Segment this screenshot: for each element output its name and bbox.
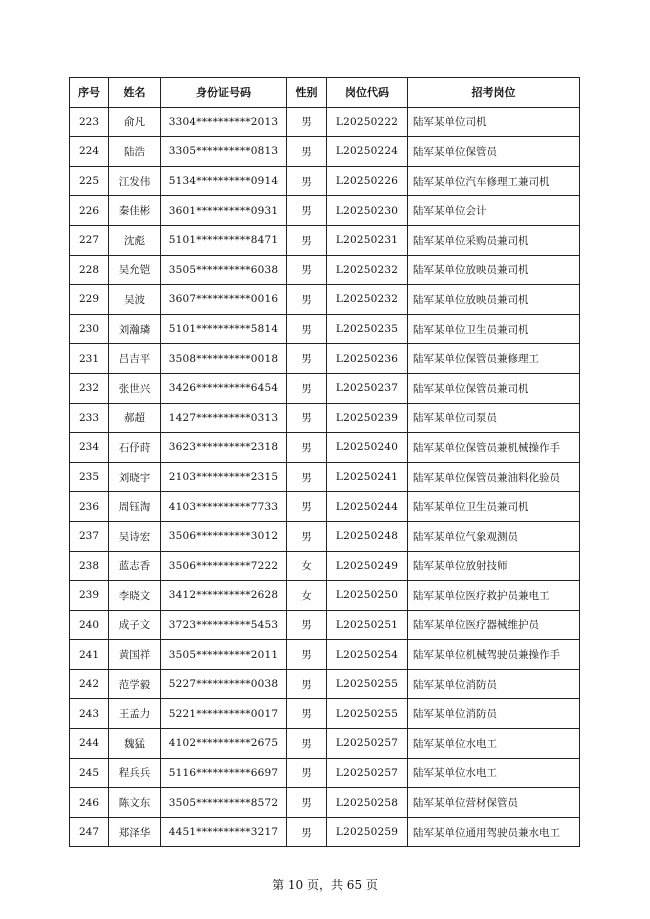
cell-post: 陆军某单位消防员 [408,669,580,699]
cell-id-number: 3601**********0931 [161,196,287,226]
cell-id-number: 3607**********0016 [161,285,287,315]
cell-name: 吕吉平 [109,344,161,374]
cell-name: 周钰淘 [109,492,161,522]
cell-post: 陆军某单位气象观测员 [408,521,580,551]
cell-post: 陆军某单位保管员兼修理工 [408,344,580,374]
cell-post: 陆军某单位医疗救护员兼电工 [408,581,580,611]
cell-id-number: 3508**********0018 [161,344,287,374]
cell-seq: 241 [70,640,109,670]
cell-id-number: 3304**********2013 [161,107,287,137]
cell-name: 陈文东 [109,788,161,818]
table-body [70,107,580,847]
table-header-row [70,78,580,108]
cell-post-code: L20250251 [327,610,408,640]
cell-id-number: 5116**********6697 [161,758,287,788]
cell-gender: 男 [287,817,327,847]
table-row [70,581,580,611]
header-id-number: 身份证号码 [161,78,287,108]
cell-seq: 237 [70,521,109,551]
table-row [70,255,580,285]
cell-post: 陆军某单位放映员兼司机 [408,255,580,285]
cell-post: 陆军某单位放射技师 [408,551,580,581]
table-row [70,107,580,137]
cell-post-code: L20250240 [327,433,408,463]
cell-name: 王孟力 [109,699,161,729]
cell-post: 陆军某单位水电工 [408,729,580,759]
table-row [70,433,580,463]
cell-post: 陆军某单位医疗器械维护员 [408,610,580,640]
table-row [70,225,580,255]
cell-post: 陆军某单位放映员兼司机 [408,285,580,315]
table-row [70,166,580,196]
cell-seq: 224 [70,137,109,167]
cell-gender: 男 [287,788,327,818]
cell-id-number: 3505**********2011 [161,640,287,670]
cell-gender: 男 [287,196,327,226]
cell-name: 沈彪 [109,225,161,255]
cell-gender: 男 [287,373,327,403]
page-footer: 第 10 页，共 65 页 [272,878,378,892]
cell-id-number: 3505**********6038 [161,255,287,285]
cell-seq: 235 [70,462,109,492]
table-row [70,729,580,759]
cell-name: 俞凡 [109,107,161,137]
cell-gender: 男 [287,758,327,788]
cell-gender: 男 [287,107,327,137]
cell-post: 陆军某单位司泵员 [408,403,580,433]
cell-seq: 232 [70,373,109,403]
cell-seq: 229 [70,285,109,315]
cell-seq: 242 [70,669,109,699]
cell-post-code: L20250232 [327,285,408,315]
cell-gender: 男 [287,166,327,196]
cell-post: 陆军某单位司机 [408,107,580,137]
cell-seq: 228 [70,255,109,285]
cell-seq: 246 [70,788,109,818]
header-post-code: 岗位代码 [327,78,408,108]
cell-gender: 男 [287,225,327,255]
cell-post-code: L20250257 [327,729,408,759]
cell-id-number: 5101**********5814 [161,314,287,344]
cell-post: 陆军某单位营材保管员 [408,788,580,818]
header-post: 招考岗位 [408,78,580,108]
cell-seq: 243 [70,699,109,729]
cell-post: 陆军某单位通用驾驶员兼水电工 [408,817,580,847]
table-row [70,462,580,492]
cell-id-number: 3412**********2628 [161,581,287,611]
cell-gender: 男 [287,669,327,699]
cell-name: 吴诗宏 [109,521,161,551]
cell-post-code: L20250257 [327,758,408,788]
cell-name: 张世兴 [109,373,161,403]
cell-id-number: 3506**********3012 [161,521,287,551]
cell-post-code: L20250236 [327,344,408,374]
cell-seq: 225 [70,166,109,196]
cell-name: 郝超 [109,403,161,433]
cell-gender: 男 [287,699,327,729]
cell-gender: 男 [287,462,327,492]
cell-seq: 234 [70,433,109,463]
cell-id-number: 3623**********2318 [161,433,287,463]
cell-seq: 245 [70,758,109,788]
cell-id-number: 1427**********0313 [161,403,287,433]
table-row [70,403,580,433]
cell-gender: 男 [287,640,327,670]
cell-post-code: L20250241 [327,462,408,492]
cell-seq: 226 [70,196,109,226]
cell-name: 程兵兵 [109,758,161,788]
cell-seq: 227 [70,225,109,255]
cell-name: 范学毅 [109,669,161,699]
table-row [70,551,580,581]
cell-post-code: L20250248 [327,521,408,551]
cell-gender: 男 [287,137,327,167]
table-row [70,610,580,640]
cell-post-code: L20250224 [327,137,408,167]
cell-gender: 男 [287,344,327,374]
cell-name: 蓝志香 [109,551,161,581]
cell-id-number: 4451**********3217 [161,817,287,847]
cell-post-code: L20250255 [327,669,408,699]
cell-post: 陆军某单位水电工 [408,758,580,788]
cell-seq: 223 [70,107,109,137]
cell-id-number: 2103**********2315 [161,462,287,492]
cell-post-code: L20250254 [327,640,408,670]
cell-post: 陆军某单位保管员兼油料化验员 [408,462,580,492]
cell-id-number: 3723**********5453 [161,610,287,640]
cell-id-number: 3305**********0813 [161,137,287,167]
cell-gender: 男 [287,521,327,551]
cell-gender: 男 [287,729,327,759]
cell-post-code: L20250244 [327,492,408,522]
cell-id-number: 4103**********7733 [161,492,287,522]
table-row [70,314,580,344]
cell-seq: 244 [70,729,109,759]
cell-gender: 男 [287,492,327,522]
cell-post-code: L20250232 [327,255,408,285]
cell-post: 陆军某单位汽车修理工兼司机 [408,166,580,196]
cell-seq: 247 [70,817,109,847]
cell-name: 郑泽华 [109,817,161,847]
table-row [70,817,580,847]
cell-post-code: L20250259 [327,817,408,847]
table-row [70,492,580,522]
cell-post-code: L20250230 [327,196,408,226]
header-name: 姓名 [109,78,161,108]
cell-post-code: L20250237 [327,373,408,403]
cell-post: 陆军某单位机械驾驶员兼操作手 [408,640,580,670]
cell-post: 陆军某单位保管员 [408,137,580,167]
cell-seq: 233 [70,403,109,433]
cell-seq: 231 [70,344,109,374]
cell-id-number: 3506**********7222 [161,551,287,581]
registration-table [69,77,580,847]
cell-gender: 男 [287,403,327,433]
cell-post: 陆军某单位卫生员兼司机 [408,492,580,522]
table-row [70,758,580,788]
table-row [70,285,580,315]
table-row [70,137,580,167]
cell-seq: 230 [70,314,109,344]
cell-gender: 男 [287,433,327,463]
cell-post-code: L20250231 [327,225,408,255]
cell-post: 陆军某单位保管员兼司机 [408,373,580,403]
cell-gender: 女 [287,551,327,581]
cell-name: 魏猛 [109,729,161,759]
table-row [70,699,580,729]
cell-name: 陆浩 [109,137,161,167]
cell-name: 吴允铠 [109,255,161,285]
cell-post: 陆军某单位消防员 [408,699,580,729]
cell-name: 秦佳彬 [109,196,161,226]
cell-name: 成子文 [109,610,161,640]
cell-name: 刘瀚璘 [109,314,161,344]
cell-id-number: 3426**********6454 [161,373,287,403]
cell-gender: 男 [287,314,327,344]
cell-post: 陆军某单位采购员兼司机 [408,225,580,255]
cell-gender: 男 [287,610,327,640]
cell-post-code: L20250250 [327,581,408,611]
cell-post-code: L20250249 [327,551,408,581]
cell-gender: 女 [287,581,327,611]
cell-gender: 男 [287,285,327,315]
cell-seq: 236 [70,492,109,522]
cell-name: 吴波 [109,285,161,315]
cell-post: 陆军某单位会计 [408,196,580,226]
cell-name: 黄国祥 [109,640,161,670]
cell-id-number: 5101**********8471 [161,225,287,255]
header-gender: 性别 [287,78,327,108]
cell-post-code: L20250226 [327,166,408,196]
cell-gender: 男 [287,255,327,285]
table-row [70,196,580,226]
cell-id-number: 5221**********0017 [161,699,287,729]
cell-post: 陆军某单位保管员兼机械操作手 [408,433,580,463]
cell-id-number: 3505**********8572 [161,788,287,818]
table-row [70,521,580,551]
cell-id-number: 5134**********0914 [161,166,287,196]
cell-name: 江发伟 [109,166,161,196]
cell-seq: 240 [70,610,109,640]
cell-post-code: L20250222 [327,107,408,137]
table-row [70,640,580,670]
table-row [70,373,580,403]
cell-seq: 239 [70,581,109,611]
cell-name: 刘晓宇 [109,462,161,492]
cell-name: 石伃莳 [109,433,161,463]
cell-post: 陆军某单位卫生员兼司机 [408,314,580,344]
cell-id-number: 4102**********2675 [161,729,287,759]
cell-post-code: L20250239 [327,403,408,433]
table-row [70,788,580,818]
header-seq: 序号 [70,78,109,108]
cell-id-number: 5227**********0038 [161,669,287,699]
cell-name: 李晓文 [109,581,161,611]
cell-post-code: L20250258 [327,788,408,818]
cell-post-code: L20250235 [327,314,408,344]
table-row [70,344,580,374]
cell-post-code: L20250255 [327,699,408,729]
table-row [70,669,580,699]
cell-seq: 238 [70,551,109,581]
